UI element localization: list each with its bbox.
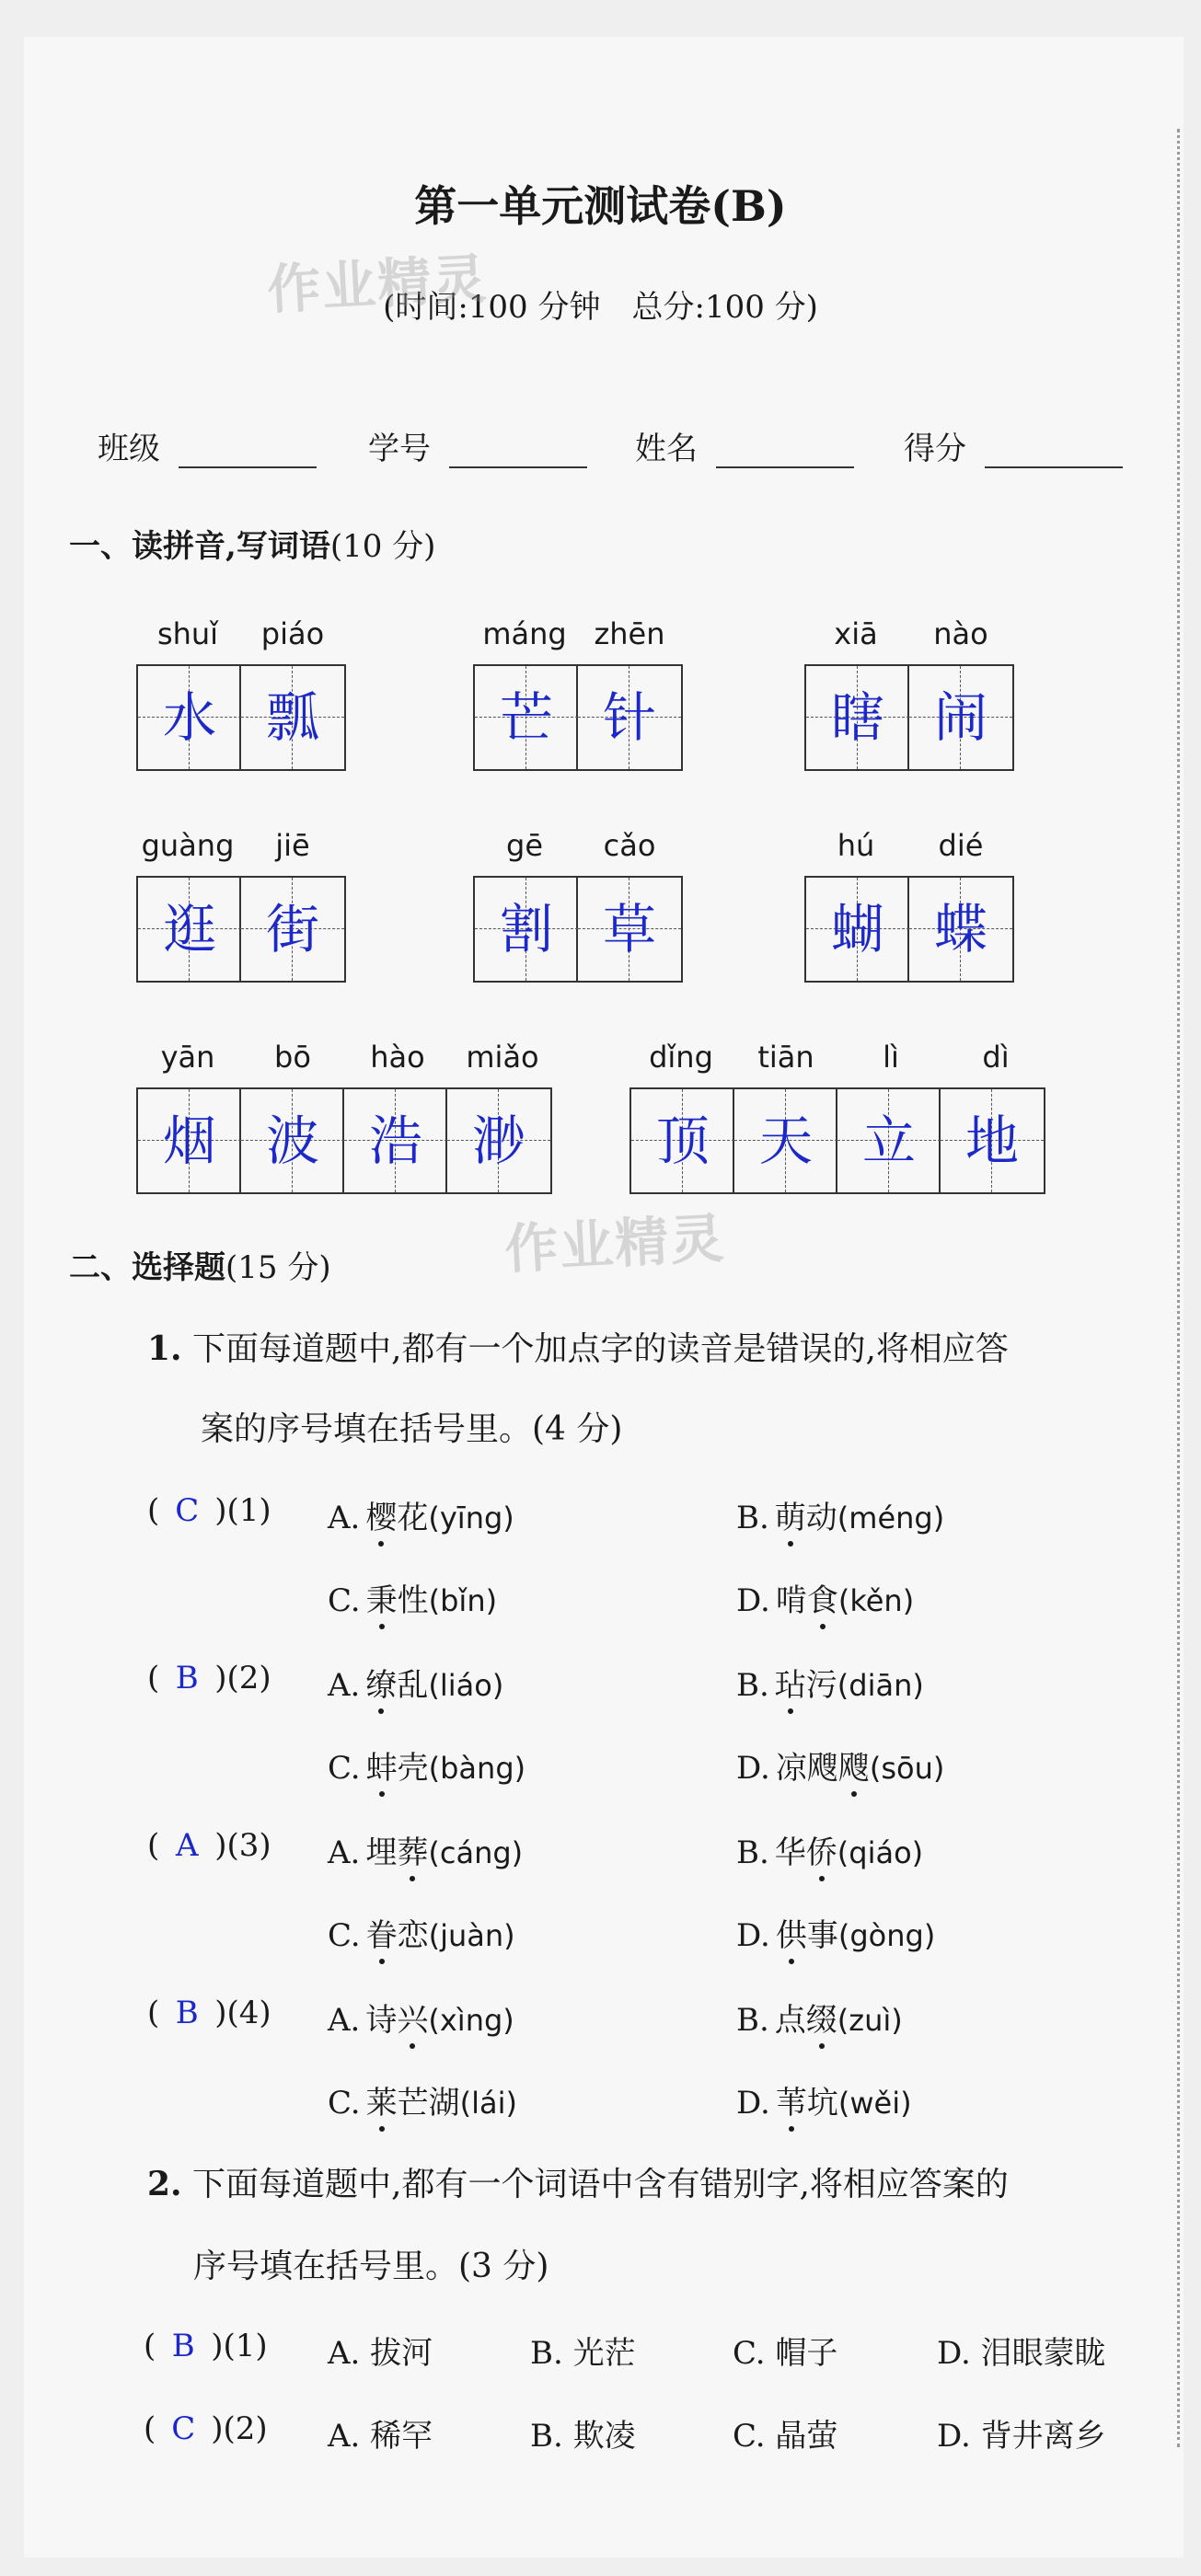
writing-grid xyxy=(136,1087,552,1194)
pinyin-label: tiān xyxy=(757,1040,814,1075)
option-a: A. 稀罕 xyxy=(328,2418,433,2455)
option-a xyxy=(328,1995,514,2040)
watermark: 作业精灵 xyxy=(502,1206,727,1282)
answer-mark: B xyxy=(175,1660,199,1696)
writing-grid xyxy=(136,664,346,771)
option-char: 凉飕 xyxy=(775,1750,838,1787)
option-pinyin: (zuì) xyxy=(837,2003,903,2038)
writing-grid xyxy=(136,876,346,983)
option-letter: A. xyxy=(328,1667,361,1704)
option-char: 飕 xyxy=(838,1742,870,1788)
writing-cell[interactable] xyxy=(578,666,681,769)
option-char: 壳 xyxy=(397,1750,429,1787)
option-c: C. 晶萤 xyxy=(733,2418,838,2455)
writing-cell[interactable] xyxy=(138,1089,241,1192)
pinyin-label: lì xyxy=(883,1040,899,1075)
writing-cell[interactable] xyxy=(578,878,681,981)
number-field[interactable]: 学号 xyxy=(368,423,587,468)
page-subtitle: (时间:100 分钟 总分:100 分) xyxy=(383,289,818,326)
writing-cell[interactable] xyxy=(475,878,578,981)
pinyin-label: hào xyxy=(370,1040,425,1075)
pinyin-label: yān xyxy=(160,1040,215,1075)
item-label: (3) xyxy=(226,1827,271,1864)
option-c: C. 帽子 xyxy=(733,2335,838,2372)
option-char: 苇 xyxy=(776,2077,807,2122)
option-b xyxy=(736,1995,903,2040)
option-a xyxy=(328,1660,503,1705)
writing-cell[interactable] xyxy=(241,666,344,769)
item-label: (2) xyxy=(223,2410,268,2447)
pinyin-label: xiā xyxy=(834,616,878,651)
binding-dotted-line xyxy=(1177,129,1180,2447)
option-pinyin: (cáng) xyxy=(428,1835,524,1870)
option-b xyxy=(736,1660,924,1705)
page-title: 第一单元测试卷(B) xyxy=(414,181,787,231)
handwritten-answer: 芒 xyxy=(499,686,553,749)
writing-cell[interactable] xyxy=(241,878,344,981)
option-letter: A. xyxy=(328,2002,361,2039)
option-letter: B. xyxy=(736,1834,769,1871)
writing-cell[interactable] xyxy=(909,878,1012,981)
option-pinyin: (qiáo) xyxy=(837,1835,924,1870)
handwritten-answer: 浩 xyxy=(368,1110,422,1172)
option-c xyxy=(328,1742,525,1788)
score-field[interactable]: 得分 xyxy=(904,423,1123,468)
question-2-text-cont: 序号填在括号里。(3 分) xyxy=(193,2248,549,2285)
option-a xyxy=(328,1827,523,1872)
writing-cell[interactable] xyxy=(241,1089,344,1192)
answer-bracket[interactable]: ( C )(1) xyxy=(147,1492,271,1529)
option-d xyxy=(736,1910,935,1955)
option-pinyin: (xìng) xyxy=(428,2003,514,2038)
option-char: 芒湖 xyxy=(397,2085,460,2122)
handwritten-answer: 立 xyxy=(861,1110,916,1172)
option-letter: D. xyxy=(736,1917,770,1954)
option-char: 诗 xyxy=(365,2002,398,2039)
option-c xyxy=(328,1910,515,1955)
option-letter: C. xyxy=(328,1917,361,1954)
option-d xyxy=(736,1575,914,1620)
option-char: 点 xyxy=(774,2002,806,2039)
option-letter: C. xyxy=(328,1582,361,1619)
option-c xyxy=(328,1575,497,1620)
handwritten-answer: 闹 xyxy=(933,686,987,749)
writing-grid xyxy=(629,1087,1045,1194)
option-letter: B. xyxy=(736,1500,769,1536)
writing-grid xyxy=(804,876,1014,983)
answer-bracket[interactable]: ( B )(2) xyxy=(147,1660,271,1696)
option-char: 动 xyxy=(805,1500,837,1536)
option-char: 恋 xyxy=(397,1917,429,1954)
writing-cell[interactable] xyxy=(806,666,909,769)
writing-grid xyxy=(804,664,1014,771)
handwritten-answer: 瞎 xyxy=(830,686,884,749)
item-label: (2) xyxy=(226,1660,271,1696)
item-label: (1) xyxy=(226,1492,271,1529)
option-a: A. 拔河 xyxy=(328,2335,433,2372)
pinyin-label: cǎo xyxy=(603,828,656,863)
pinyin-label: dǐng xyxy=(649,1040,713,1075)
answer-mark: C xyxy=(171,2410,196,2447)
answer-bracket[interactable]: ( C )(2) xyxy=(144,2410,268,2447)
option-c xyxy=(328,2077,517,2122)
pinyin-label: jiē xyxy=(275,828,310,863)
writing-cell[interactable] xyxy=(631,1089,734,1192)
option-char: 缭 xyxy=(365,1660,397,1705)
option-letter: D. xyxy=(736,1750,770,1787)
option-pinyin: (diān) xyxy=(837,1668,924,1703)
handwritten-answer: 针 xyxy=(602,686,656,749)
option-pinyin: (kěn) xyxy=(837,1583,915,1618)
option-pinyin: (liáo) xyxy=(428,1668,504,1703)
option-char: 啃 xyxy=(775,1582,807,1619)
pinyin-label: miǎo xyxy=(466,1040,539,1075)
option-char: 乱 xyxy=(397,1667,429,1704)
option-char: 坑 xyxy=(806,2085,838,2122)
handwritten-answer: 草 xyxy=(602,898,656,960)
handwritten-answer: 割 xyxy=(499,898,553,960)
answer-mark: B xyxy=(175,1995,199,2031)
option-char: 莱 xyxy=(366,2077,398,2122)
option-char: 眷 xyxy=(366,1910,398,1955)
handwritten-answer: 蝴 xyxy=(830,898,884,960)
writing-cell[interactable] xyxy=(447,1089,550,1192)
pinyin-label: máng xyxy=(482,616,567,651)
handwritten-answer: 水 xyxy=(162,686,216,749)
option-pinyin: (lái) xyxy=(459,2086,517,2121)
name-field[interactable]: 姓名 xyxy=(635,423,854,468)
writing-cell[interactable] xyxy=(734,1089,837,1192)
answer-bracket[interactable]: ( B )(1) xyxy=(144,2328,268,2364)
pinyin-label: guàng xyxy=(141,828,235,863)
option-letter: B. xyxy=(736,1667,769,1704)
pinyin-label: dié xyxy=(938,828,984,863)
writing-cell[interactable] xyxy=(138,878,241,981)
option-char: 蚌 xyxy=(366,1742,398,1788)
writing-cell[interactable] xyxy=(475,666,578,769)
section-2-heading: 二、选择题(15 分) xyxy=(69,1249,331,1286)
class-field[interactable]: 班级 xyxy=(98,423,317,468)
pinyin-label: gē xyxy=(506,828,543,863)
option-letter: A. xyxy=(328,1834,361,1871)
option-char: 供 xyxy=(776,1910,807,1955)
option-pinyin: (wěi) xyxy=(837,2086,912,2121)
handwritten-answer: 顶 xyxy=(655,1110,710,1172)
option-char: 樱 xyxy=(365,1492,397,1537)
option-char: 玷 xyxy=(775,1660,806,1705)
writing-cell[interactable] xyxy=(837,1089,941,1192)
option-a xyxy=(328,1492,514,1537)
answer-bracket[interactable]: ( A )(3) xyxy=(147,1827,271,1864)
option-pinyin: (yīng) xyxy=(428,1501,514,1535)
handwritten-answer: 地 xyxy=(964,1110,1019,1172)
option-pinyin: (bàng) xyxy=(428,1751,526,1786)
option-char: 事 xyxy=(806,1917,838,1954)
option-char: 食 xyxy=(807,1575,838,1620)
writing-grid xyxy=(473,664,683,771)
option-char: 埋 xyxy=(365,1834,398,1871)
option-b xyxy=(736,1827,923,1872)
option-char: 花 xyxy=(397,1500,429,1536)
question-1-text-cont: 案的序号填在括号里。(4 分) xyxy=(201,1410,623,1448)
question-2-text: 2. 下面每道题中,都有一个词语中含有错别字,将相应答案的 xyxy=(147,2165,1009,2203)
handwritten-answer: 天 xyxy=(758,1110,813,1172)
option-d xyxy=(736,2077,912,2122)
option-d: D. 泪眼蒙眬 xyxy=(937,2335,1106,2372)
handwritten-answer: 蝶 xyxy=(933,898,987,960)
option-pinyin: (gòng) xyxy=(837,1918,936,1953)
writing-cell[interactable] xyxy=(941,1089,1044,1192)
pinyin-label: hú xyxy=(837,828,875,863)
pinyin-label: piáo xyxy=(260,616,325,651)
option-letter: D. xyxy=(736,1582,770,1619)
option-pinyin: (méng) xyxy=(837,1501,945,1535)
option-letter: C. xyxy=(328,2085,361,2122)
answer-bracket[interactable]: ( B )(4) xyxy=(147,1995,271,2031)
option-d: D. 背井离乡 xyxy=(937,2418,1106,2455)
option-char: 华 xyxy=(774,1834,806,1871)
option-pinyin: (bǐn) xyxy=(428,1583,498,1618)
item-label: (4) xyxy=(226,1995,271,2031)
option-letter: B. xyxy=(736,2002,769,2039)
option-char: 葬 xyxy=(397,1827,428,1872)
option-b xyxy=(736,1492,944,1537)
section-1-heading: 一、读拼音,写词语(10 分) xyxy=(69,528,436,565)
writing-cell[interactable] xyxy=(138,666,241,769)
answer-mark: B xyxy=(171,2328,195,2364)
option-pinyin: (juàn) xyxy=(428,1918,515,1953)
option-char: 兴 xyxy=(397,1995,428,2040)
handwritten-answer: 波 xyxy=(265,1110,319,1172)
option-b: B. 欺凌 xyxy=(530,2418,636,2455)
option-pinyin: (sōu) xyxy=(869,1751,945,1786)
question-1-text: 1. 下面每道题中,都有一个加点字的读音是错误的,将相应答 xyxy=(147,1329,1009,1368)
option-letter: A. xyxy=(328,1500,361,1536)
writing-cell[interactable] xyxy=(344,1089,447,1192)
option-letter: C. xyxy=(328,1750,361,1787)
pinyin-label: bō xyxy=(274,1040,311,1075)
option-d xyxy=(736,1742,944,1788)
pinyin-label: dì xyxy=(982,1040,1010,1075)
handwritten-answer: 瓢 xyxy=(265,686,319,749)
watermark: 作业精灵 xyxy=(265,247,490,322)
option-char: 秉 xyxy=(366,1575,398,1620)
option-char: 侨 xyxy=(806,1827,837,1872)
pinyin-label: nào xyxy=(933,616,988,651)
handwritten-answer: 渺 xyxy=(471,1110,525,1172)
option-letter: D. xyxy=(736,2085,770,2122)
answer-mark: A xyxy=(175,1827,199,1864)
option-b: B. 光茫 xyxy=(530,2335,636,2372)
option-char: 缀 xyxy=(806,1995,837,2040)
writing-cell[interactable] xyxy=(806,878,909,981)
handwritten-answer: 街 xyxy=(265,898,319,960)
item-label: (1) xyxy=(223,2328,268,2364)
handwritten-answer: 逛 xyxy=(162,898,216,960)
handwritten-answer: 烟 xyxy=(162,1110,216,1172)
pinyin-label: zhēn xyxy=(594,616,665,651)
pinyin-label: shuǐ xyxy=(156,616,219,651)
option-char: 萌 xyxy=(775,1492,806,1537)
option-char: 污 xyxy=(805,1667,837,1704)
writing-cell[interactable] xyxy=(909,666,1012,769)
option-char: 性 xyxy=(397,1582,429,1619)
writing-grid xyxy=(473,876,683,983)
answer-mark: C xyxy=(175,1492,200,1529)
